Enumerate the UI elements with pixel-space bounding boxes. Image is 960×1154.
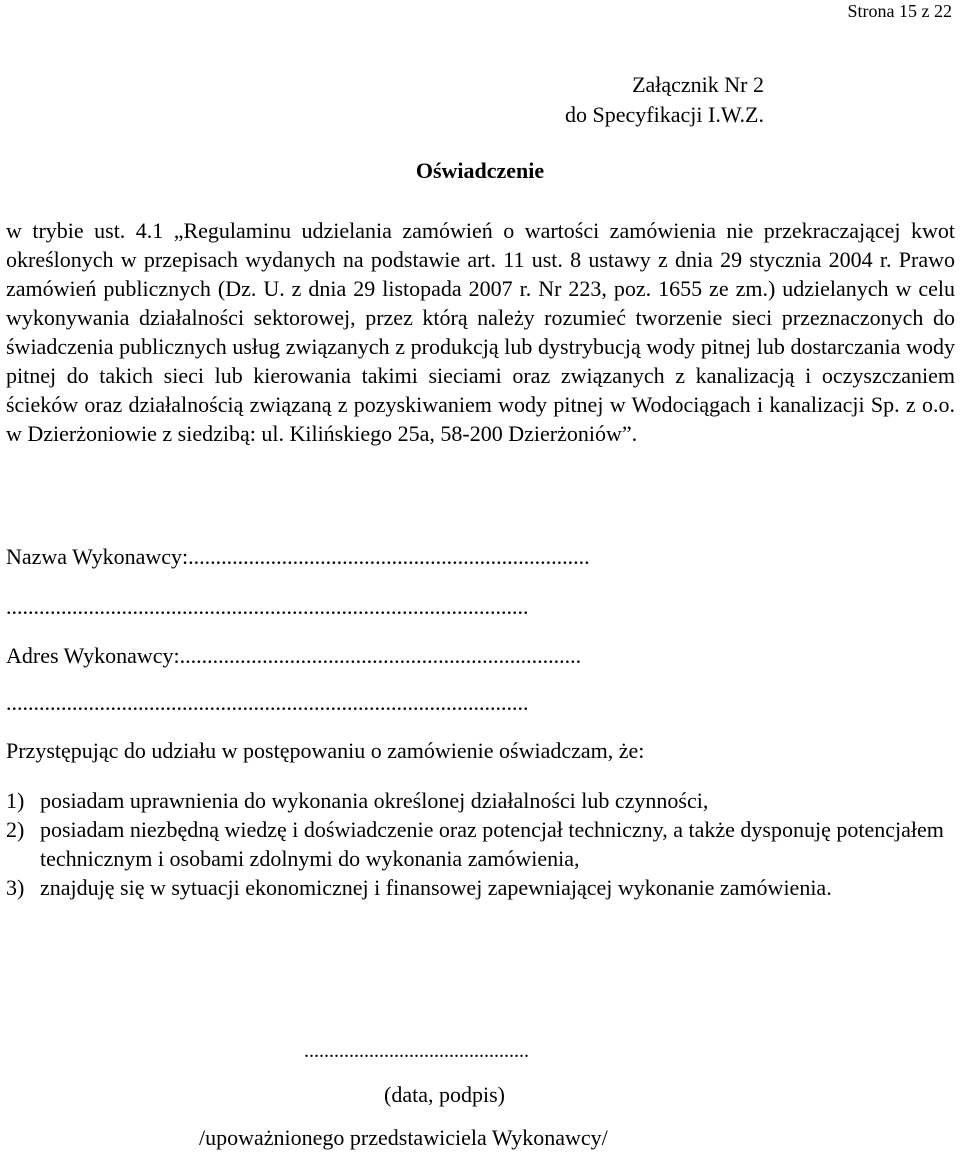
list-item bbox=[6, 815, 956, 873]
page-number: Strona 15 z 22 bbox=[847, 1, 952, 21]
declaration-list bbox=[6, 786, 956, 902]
annex-number: Załącznik Nr 2 bbox=[632, 72, 764, 97]
contractor-address-continuation: ............................................................................................... bbox=[6, 690, 529, 715]
signature-date-label: (data, podpis) bbox=[384, 1082, 505, 1107]
list-item-text: znajduję się w sytuacji ekonomicznej i finansowej zapewniającej wykonanie zamówienia. bbox=[40, 875, 832, 900]
contractor-name-field: Nazwa Wykonawcy:......................................................................... bbox=[6, 544, 590, 569]
contractor-address-field: Adres Wykonawcy:......................................................................... bbox=[6, 643, 582, 668]
list-item-number: 3) bbox=[6, 875, 25, 900]
contractor-name-continuation: ............................................................................................... bbox=[6, 594, 529, 619]
list-item-text: posiadam uprawnienia do wykonania określonej działalności lub czynności, bbox=[40, 788, 709, 813]
list-item-number: 2) bbox=[6, 817, 25, 842]
list-item-text: posiadam niezbędną wiedzę i doświadczenie oraz potencjał techniczny, a także dysponuję potencjałem technicznym i osobami zdolnymi do wykonania zamówienia, bbox=[40, 817, 944, 871]
list-item-number: 1) bbox=[6, 788, 25, 813]
signature-line: ............................................. bbox=[304, 1040, 529, 1062]
declaration-statement: Przystępując do udziału w postępowaniu o zamówienie oświadczam, że: bbox=[6, 738, 645, 763]
list-item bbox=[6, 786, 956, 815]
annex-specification: do Specyfikacji I.W.Z. bbox=[565, 102, 764, 127]
list-item bbox=[6, 873, 956, 902]
document-title: Oświadczenie bbox=[415, 158, 545, 183]
intro-paragraph: w trybie ust. 4.1 „Regulaminu udzielania zamówień o wartości zamówienia nie przekraczającej kwot określonych w przepisach wydanych na podstawie art. 11 ust. 8 ustawy z dnia 29 stycznia 2004 r. Prawo zamówień publicznych (Dz. U. z dnia 29 listopada 2007 r. Nr 223, poz. 1655 ze zm.) udzielanych w celu wykonywania działalności sektorowej, przez którą należy rozumieć tworzenie sieci przeznaczonych do świadczenia publicznych usług związanych z produkcją lub dystrybucją wody pitnej lub dostarczania wody pitnej do takich sieci lub kierowania takimi sieciami oraz związanych z kanalizacją i oczyszczaniem ścieków oraz działalnością związaną z pozyskiwaniem wody pitnej w Wodociągach i kanalizacji Sp. z o.o. w Dzierżoniowie z siedzibą: ul. Kilińskiego 25a, 58-200 Dzierżoniów”. bbox=[6, 218, 955, 446]
signature-representative-label: /upoważnionego przedstawiciela Wykonawcy/ bbox=[199, 1125, 608, 1150]
